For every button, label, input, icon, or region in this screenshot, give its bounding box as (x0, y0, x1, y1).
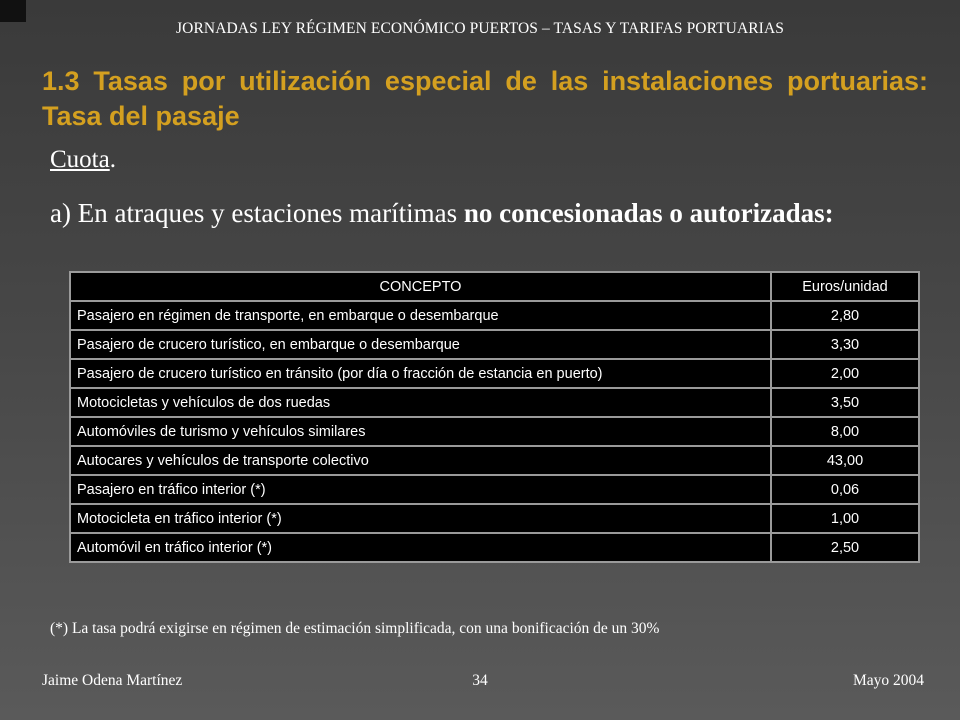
cuota-text: Cuota (50, 146, 110, 173)
footer-date: Mayo 2004 (852, 672, 924, 689)
footnote: (*) La tasa podrá exigirse en régimen de estimación simplificada, con una bonificación de un 30% (50, 620, 660, 637)
item-text: En atraques y estaciones marítimas (77, 198, 458, 228)
footer-author: Jaime Odena Martínez (42, 672, 183, 689)
header-concepto: CONCEPTO (70, 272, 771, 301)
euros-cell: 8,00 (771, 417, 919, 446)
table-row (70, 417, 919, 446)
table-row (70, 388, 919, 417)
concepto-cell: Pasajero de crucero turístico, en embarque o desembarque (70, 330, 771, 359)
concepto-cell: Motocicletas y vehículos de dos ruedas (70, 388, 771, 417)
euros-cell: 43,00 (771, 446, 919, 475)
item-bold: no concesionadas o autorizadas: (463, 198, 834, 228)
euros-cell: 2,80 (771, 301, 919, 330)
table-row (70, 301, 919, 330)
table-row (70, 330, 919, 359)
slide-header: JORNADAS LEY RÉGIMEN ECONÓMICO PUERTOS – TASAS Y TARIFAS PORTUARIAS (176, 20, 784, 37)
concepto-cell: Autocares y vehículos de transporte colectivo (70, 446, 771, 475)
concepto-cell: Automóvil en tráfico interior (*) (70, 533, 771, 562)
euros-cell: 0,06 (771, 475, 919, 504)
table-row (70, 446, 919, 475)
euros-cell: 3,30 (771, 330, 919, 359)
footer-page-number: 34 (472, 672, 488, 689)
euros-cell: 2,50 (771, 533, 919, 562)
table-header-row (70, 272, 919, 301)
euros-cell: 2,00 (771, 359, 919, 388)
table-row (70, 533, 919, 562)
item-a (50, 194, 916, 232)
header-euros: Euros/unidad (771, 272, 919, 301)
euros-cell: 3,50 (771, 388, 919, 417)
concepto-cell: Motocicleta en tráfico interior (*) (70, 504, 771, 533)
cuota-punct: . (109, 146, 116, 173)
corner-mark (0, 0, 26, 22)
concepto-cell: Pasajero de crucero turístico en tránsito (por día o fracción de estancia en puerto) (70, 359, 771, 388)
cuota-label (50, 146, 116, 174)
table-row (70, 475, 919, 504)
table-row (70, 504, 919, 533)
table-row (70, 359, 919, 388)
slide-title: 1.3 Tasas por utilización especial de las instalaciones portuarias: Tasa del pasaje (42, 66, 928, 131)
concepto-cell: Automóviles de turismo y vehículos similares (70, 417, 771, 446)
euros-cell: 1,00 (771, 504, 919, 533)
concepto-cell: Pasajero en régimen de transporte, en embarque o desembarque (70, 301, 771, 330)
concepto-cell: Pasajero en tráfico interior (*) (70, 475, 771, 504)
tarifas-table (69, 271, 920, 563)
item-marker: a) (50, 198, 71, 228)
